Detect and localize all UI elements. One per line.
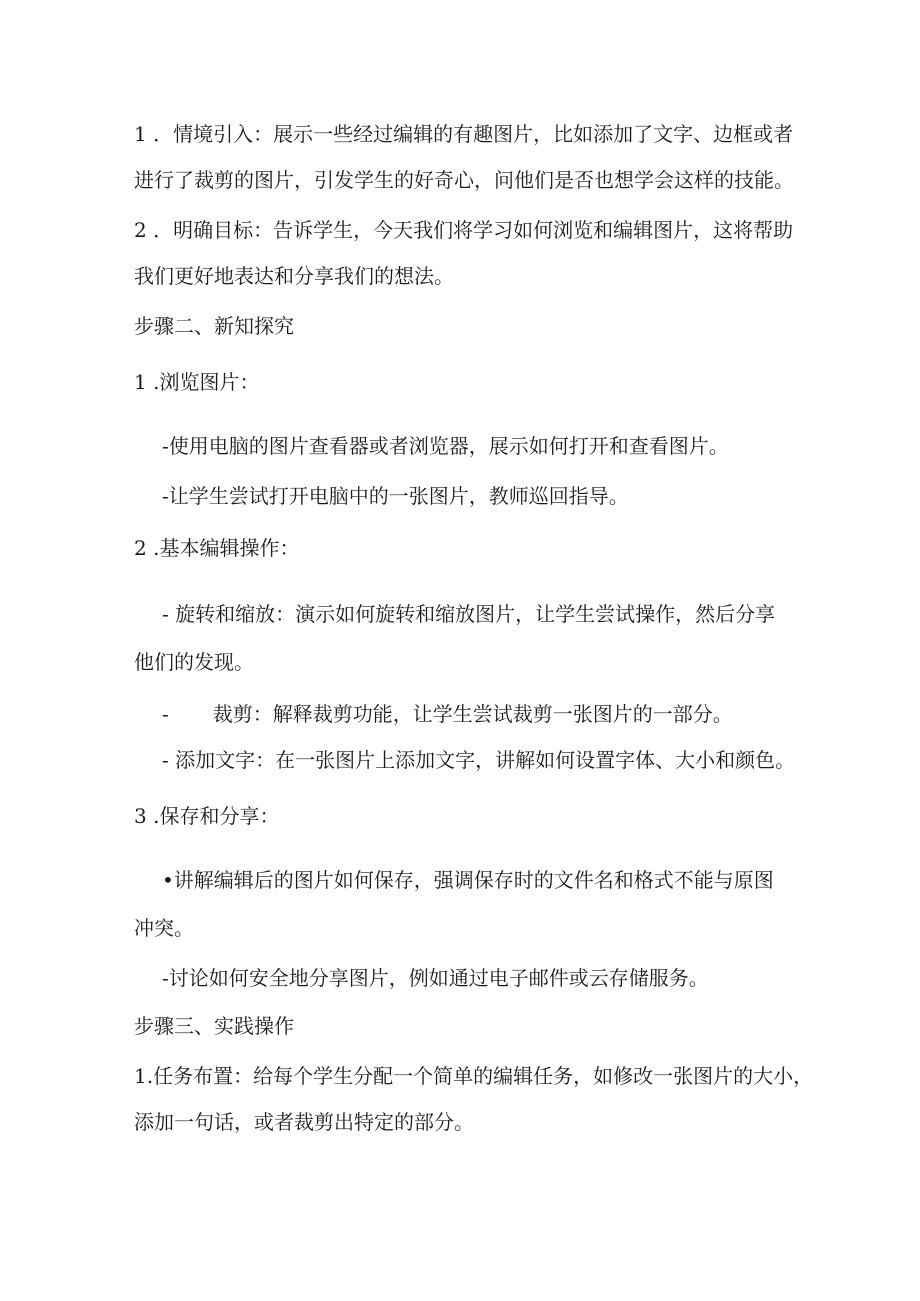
section-3-item-1-line-2: 冲突。 — [134, 916, 194, 940]
bullet-dash: - — [162, 702, 169, 726]
section-2-item-1-line-2: 他们的发现。 — [134, 650, 254, 674]
section-2-heading: 2 .基本编辑操作： — [134, 536, 300, 560]
step-2-heading: 步骤二、新知探究 — [134, 314, 294, 338]
task-1-line-2: 添加一句话，或者裁剪出特定的部分。 — [134, 1110, 474, 1134]
section-2-item-1-line-1: - 旋转和缩放：演示如何旋转和缩放图片，让学生尝试操作，然后分享 — [162, 602, 776, 626]
step-3-heading: 步骤三、实践操作 — [134, 1014, 294, 1038]
section-3-heading: 3 .保存和分享： — [134, 804, 280, 828]
section-2-item-2 — [162, 700, 733, 728]
paragraph-2-line-1: 2 ．明确目标：告诉学生，今天我们将学习如何浏览和编辑图片，这将帮助 — [134, 218, 794, 242]
section-1-item-1: -使用电脑的图片查看器或者浏览器，展示如何打开和查看图片。 — [162, 434, 729, 458]
paragraph-2-line-2: 我们更好地表达和分享我们的想法。 — [134, 264, 454, 288]
section-1-heading: 1 .浏览图片： — [134, 370, 260, 394]
paragraph-1-line-1: 1 ．情境引入：展示一些经过编辑的有趣图片，比如添加了文字、边框或者 — [134, 122, 794, 146]
section-3-item-2: -讨论如何安全地分享图片，例如通过电子邮件或云存储服务。 — [162, 966, 709, 990]
section-2-item-2-text: 裁剪：解释裁剪功能，让学生尝试裁剪一张图片的一部分。 — [212, 702, 733, 726]
task-1-line-1: 1.任务布置：给每个学生分配一个简单的编辑任务，如修改一张图片的大小， — [134, 1064, 814, 1088]
paragraph-1-line-2: 进行了裁剪的图片，引发学生的好奇心，问他们是否也想学会这样的技能。 — [134, 168, 794, 192]
section-1-item-2: -让学生尝试打开电脑中的一张图片，教师巡回指导。 — [162, 484, 629, 508]
section-2-item-3: - 添加文字：在一张图片上添加文字，讲解如何设置字体、大小和颜色。 — [162, 748, 796, 772]
section-3-item-1-line-1: •讲解编辑后的图片如何保存，强调保存时的文件名和格式不能与原图 — [162, 868, 774, 892]
